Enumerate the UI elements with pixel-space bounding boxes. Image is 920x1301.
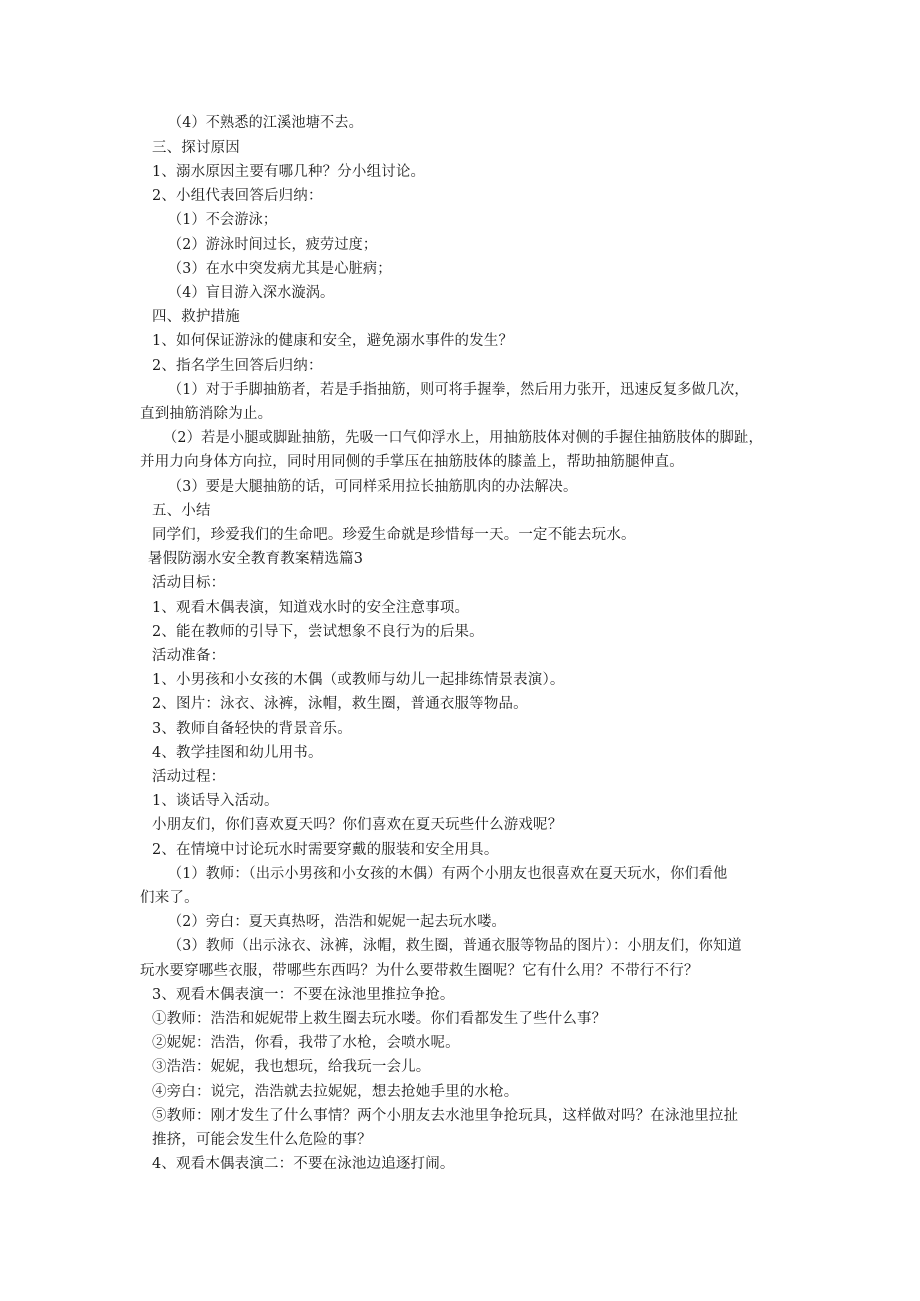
subheading: 活动准备： [152,648,226,664]
text-line: 直到抽筋消除为止。 [140,406,273,422]
text-line: ④旁白：说完，浩浩就去拉妮妮，想去抢她手里的水枪。 [152,1084,519,1100]
text-line: 2、图片：泳衣、泳裤，泳帽，救生圈，普通衣服等物品。 [152,696,528,712]
text-line: 玩水要穿哪些衣服，带哪些东西吗？为什么要带救生圈呢？它有什么用？不带行不行？ [140,963,699,979]
text-line: 1、观看木偶表演，知道戏水时的安全注意事项。 [152,600,470,616]
section-heading: 四、救护措施 [152,309,240,325]
text-line: 3、教师自备轻快的背景音乐。 [152,721,352,737]
text-line: 同学们，珍爱我们的生命吧。珍爱生命就是珍惜每一天。一定不能去玩水。 [152,527,636,543]
section-heading: 三、探讨原因 [152,140,240,156]
text-line: 4、教学挂图和幼儿用书。 [152,745,323,761]
text-line: （3）要是大腿抽筋的话，可同样采用拉长抽筋肌肉的办法解决。 [168,479,578,495]
text-line: 们来了。 [140,890,199,906]
text-line: 2、小组代表回答后归纳： [152,188,323,204]
section-heading: 五、小结 [152,503,211,519]
text-line: （1）教师：（出示小男孩和小女孩的木偶）有两个小朋友也很喜欢在夏天玩水，你们看他 [168,866,728,882]
text-line: （2）旁白：夏天真热呀，浩浩和妮妮一起去玩水喽。 [168,914,506,930]
section-title: 暑假防溺水安全教育教案精选篇3 [148,551,364,567]
text-line: 2、在情境中讨论玩水时需要穿戴的服装和安全用具。 [152,842,499,858]
text-line: 小朋友们，你们喜欢夏天吗？你们喜欢在夏天玩些什么游戏呢？ [152,817,563,833]
text-line: ②妮妮：浩浩，你看，我带了水枪，会喷水呢。 [152,1035,460,1051]
text-line: ③浩浩：妮妮，我也想玩，给我玩一会儿。 [152,1059,431,1075]
text-line: （2）若是小腿或脚趾抽筋，先吸一口气仰浮水上，用抽筋肢体对侧的手握住抽筋肢体的脚趾， [163,430,763,446]
text-line: ①教师：浩浩和妮妮带上救生圈去玩水喽。你们看都发生了些什么事？ [152,1011,607,1027]
text-line: （4）盲目游入深水漩涡。 [168,285,335,301]
text-line: 4、观看木偶表演二：不要在泳池边追逐打闹。 [152,1156,455,1172]
text-line: ⑤教师：刚才发生了什么事情？两个小朋友去水池里争抢玩具，这样做对吗？在泳池里拉扯 [152,1108,739,1124]
text-line: 2、能在教师的引导下，尝试想象不良行为的后果。 [152,624,484,640]
text-line: 1、小男孩和小女孩的木偶（或教师与幼儿一起排练情景表演）。 [152,672,565,688]
text-line: （2）游泳时间过长，疲劳过度； [168,237,378,253]
text-line: （4）不熟悉的江溪池塘不去。 [168,115,363,131]
text-line: （1）对于手脚抽筋者，若是手指抽筋，则可将手握拳，然后用力张开，迅速反复多做几次， [168,382,749,398]
text-line: 2、指名学生回答后归纳： [152,358,323,374]
text-line: 并用力向身体方向拉，同时用同侧的手掌压在抽筋肢体的膝盖上，帮助抽筋腿伸直。 [140,454,684,470]
text-line: （1）不会游泳； [168,212,278,228]
subheading: 活动过程： [152,769,226,785]
text-line: （3）教师（出示泳衣、泳裤，泳帽，救生圈，普通衣服等物品的图片）：小朋友们，你知道 [168,938,742,954]
text-line: 3、观看木偶表演一：不要在泳池里推拉争抢。 [152,987,455,1003]
text-line: 1、溺水原因主要有哪几种？分小组讨论。 [152,164,426,180]
text-line: 推挤，可能会发生什么危险的事？ [152,1132,372,1148]
text-line: 1、如何保证游泳的健康和安全，避免溺水事件的发生？ [152,333,514,349]
subheading: 活动目标： [152,575,226,591]
text-line: （3）在水中突发病尤其是心脏病； [168,261,392,277]
text-line: 1、谈话导入活动。 [152,793,279,809]
